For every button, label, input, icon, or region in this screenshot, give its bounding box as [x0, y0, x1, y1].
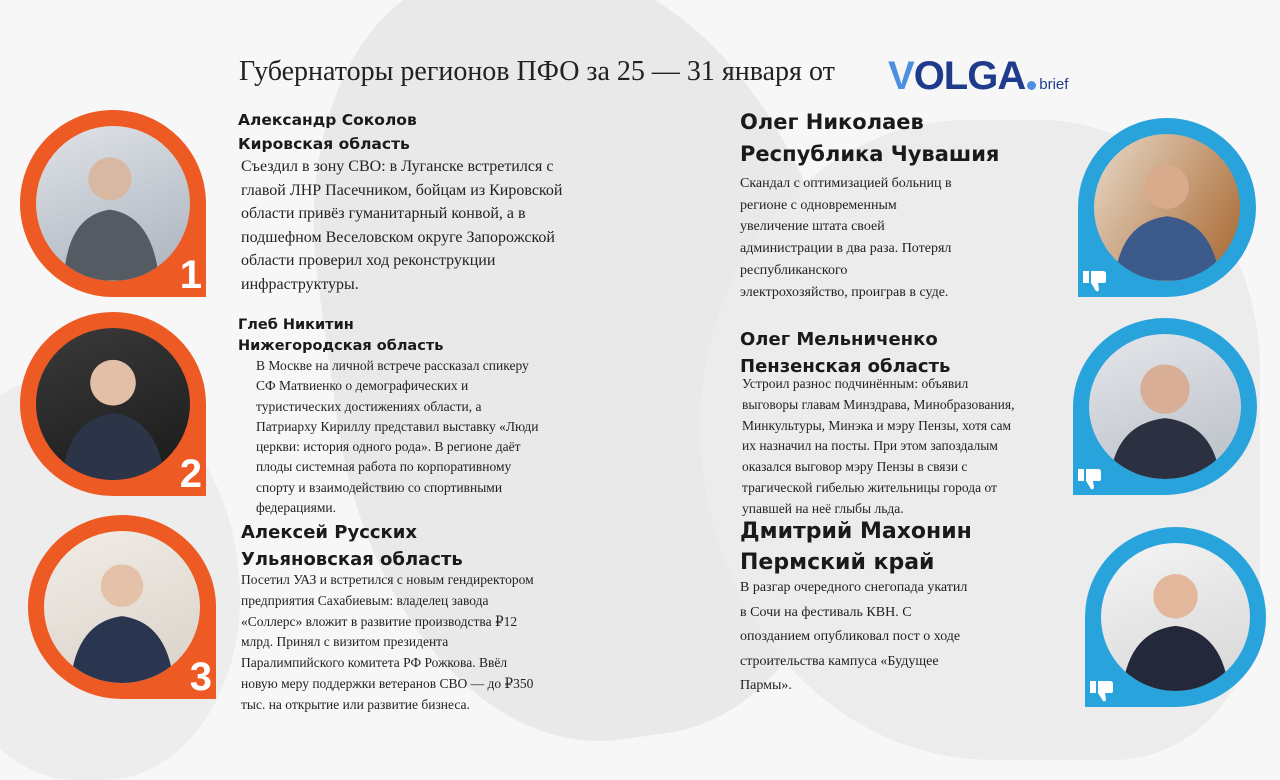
- governor-description: Съездил в зону СВО: в Луганске встретился с главой ЛНР Пасечником, бойцам из Кировской области привёз гуманитарный конвой, а в подшефном Веселовском округе Запорожской области проверил ход реконструкции инфраструктуры.: [241, 158, 563, 293]
- governor-name: Алексей Русских Ульяновская область: [241, 522, 463, 570]
- governor-photo: [44, 531, 200, 683]
- rank-badge: 1: [179, 253, 202, 297]
- governor-photo: [1101, 543, 1250, 691]
- volga-brief-logo: VOLGA brief: [888, 54, 1069, 98]
- rank-badge: 3: [189, 655, 212, 699]
- governor-photo: [1094, 134, 1240, 281]
- governor-name: Олег Николаев Республика Чувашия: [740, 110, 1000, 166]
- thumbs-down-icon: [1082, 269, 1108, 293]
- governor-photo: [36, 126, 190, 281]
- governor-portrait-2: [20, 312, 206, 496]
- page-title: Губернаторы регионов ПФО за 25 — 31 января от: [239, 56, 835, 87]
- governor-name: Дмитрий Махонин Пермский край: [740, 519, 972, 575]
- governor-photo: [36, 328, 190, 480]
- governor-description: В Москве на личной встрече рассказал спикеру СФ Матвиенко о демографических и туристических достижениях области, а Патриарху Кириллу представил выставку «Люди церкви: история одного рода». В регионе даёт плоды системная работа по корпоративному спорту и взаимодействию со спортивными федерациями.: [256, 358, 539, 516]
- governor-portrait-1: [20, 110, 206, 297]
- governor-description: Скандал с оптимизацией больниц в регионе с одновременным увеличение штата своей администрации в два раза. Потерял республиканского электрохозяйство, проиграв в суде.: [740, 176, 952, 300]
- governor-portrait-3: [28, 515, 216, 699]
- thumbs-down-icon: [1077, 467, 1103, 491]
- governor-photo: [1089, 334, 1241, 479]
- rank-badge: 2: [179, 452, 202, 496]
- governor-name: Глеб Никитин Нижегородская область: [238, 317, 444, 354]
- governor-name: Александр Соколов Кировская область: [238, 111, 417, 153]
- governor-description: Посетил УАЗ и встретился с новым гендиректором предприятия Сахабиевым: владелец завода «Соллерс» вложит в развитие производства ₽12 млрд. Принял с визитом президента Паралимпийского комитета РФ Рожкова. Ввёл новую меру поддержки ветеранов СВО — до ₽350 тыс. на открытие или развитие бизнеса.: [241, 572, 534, 712]
- governor-portrait-6: [1085, 527, 1266, 707]
- governor-description: Устроил разнос подчинённым: объявил выговоры главам Минздрава, Минобразования, Минкультуры, Минэка и мэру Пензы, хотя сам их назначил на посты. При этом запоздалым оказался выговор мэру Пензы в связи с трагической гибелью жительницы города от упавшей на неё глыбы льда.: [742, 376, 1015, 516]
- governor-portrait-5: [1073, 318, 1257, 495]
- thumbs-down-icon: [1089, 679, 1115, 703]
- governor-description: В разгар очередного снегопада укатил в Сочи на фестиваль КВН. С опозданием опубликовал пост о ходе строительства кампуса «Будущее Пармы».: [740, 580, 968, 693]
- governor-name: Олег Мельниченко Пензенская область: [740, 329, 951, 377]
- governor-portrait-4: [1078, 118, 1256, 297]
